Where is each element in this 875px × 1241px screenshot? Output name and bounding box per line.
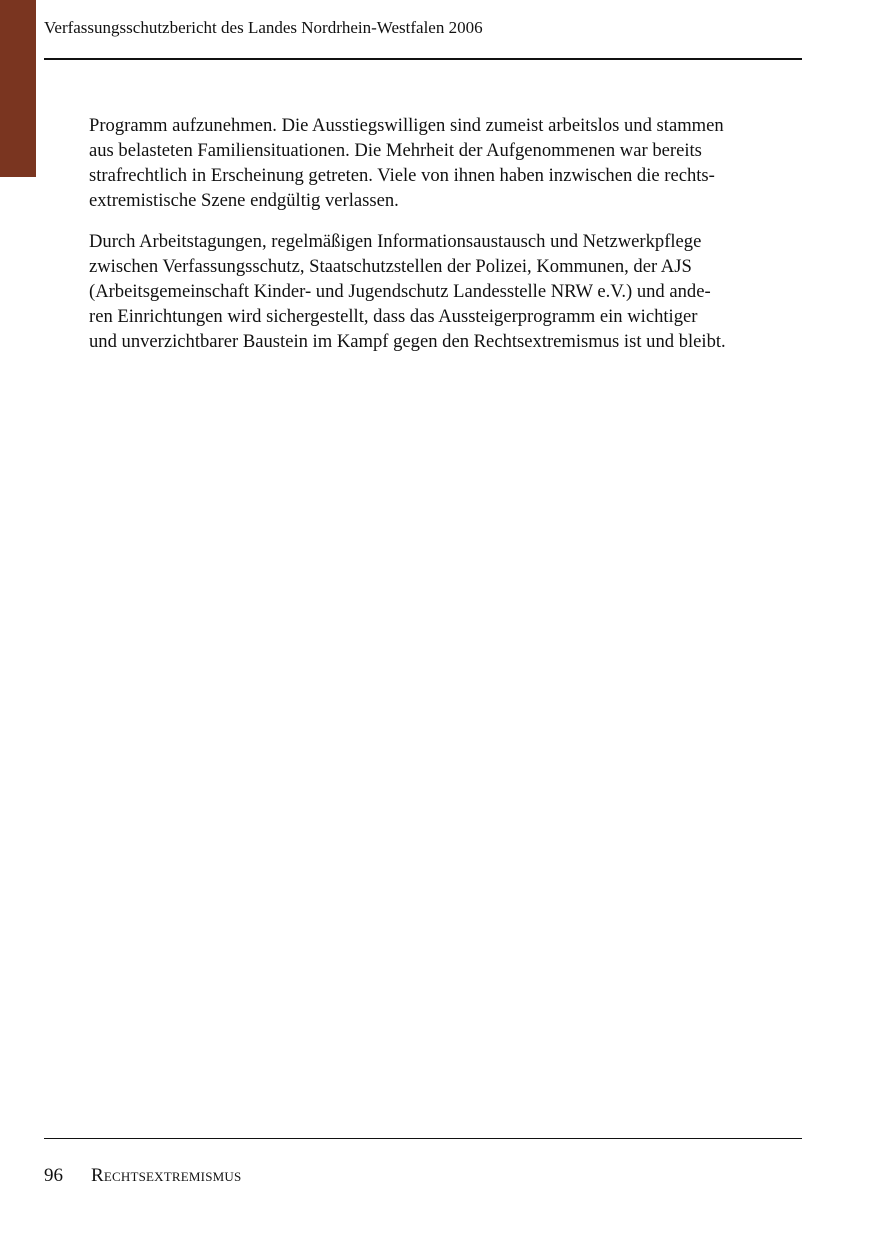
footer-divider	[44, 1138, 802, 1139]
text-line: aus belasteten Familiensituationen. Die Mehrheit der Aufgenommenen war bereits	[89, 140, 702, 161]
paragraph-1	[89, 113, 809, 213]
text-line: strafrechtlich in Erscheinung getreten. Viele von ihnen haben inzwischen die rechts-	[89, 165, 715, 186]
text-line: extremistische Szene endgültig verlassen.	[89, 190, 399, 211]
text-line: (Arbeitsgemeinschaft Kinder- und Jugendschutz Landesstelle NRW e.V.) und ande-	[89, 281, 711, 302]
main-text	[89, 113, 809, 370]
section-name: Rechtsextremismus	[91, 1165, 242, 1186]
running-header: Verfassungsschutzbericht des Landes Nordrhein-Westfalen 2006	[44, 18, 483, 37]
page-number: 96	[44, 1165, 63, 1186]
paragraph-2	[89, 229, 809, 354]
text-line: ren Einrichtungen wird sichergestellt, dass das Aussteigerprogramm ein wichtiger	[89, 306, 698, 327]
text-line: und unverzichtbarer Baustein im Kampf gegen den Rechtsextremismus ist und bleibt.	[89, 331, 726, 352]
header-divider	[44, 58, 802, 60]
text-line: Durch Arbeitstagungen, regelmäßigen Informationsaustausch und Netzwerkpflege	[89, 231, 702, 252]
text-line: Programm aufzunehmen. Die Ausstiegswilligen sind zumeist arbeitslos und stammen	[89, 115, 724, 136]
chapter-tab-marker	[0, 0, 36, 177]
text-line: zwischen Verfassungsschutz, Staatschutzstellen der Polizei, Kommunen, der AJS	[89, 256, 692, 277]
